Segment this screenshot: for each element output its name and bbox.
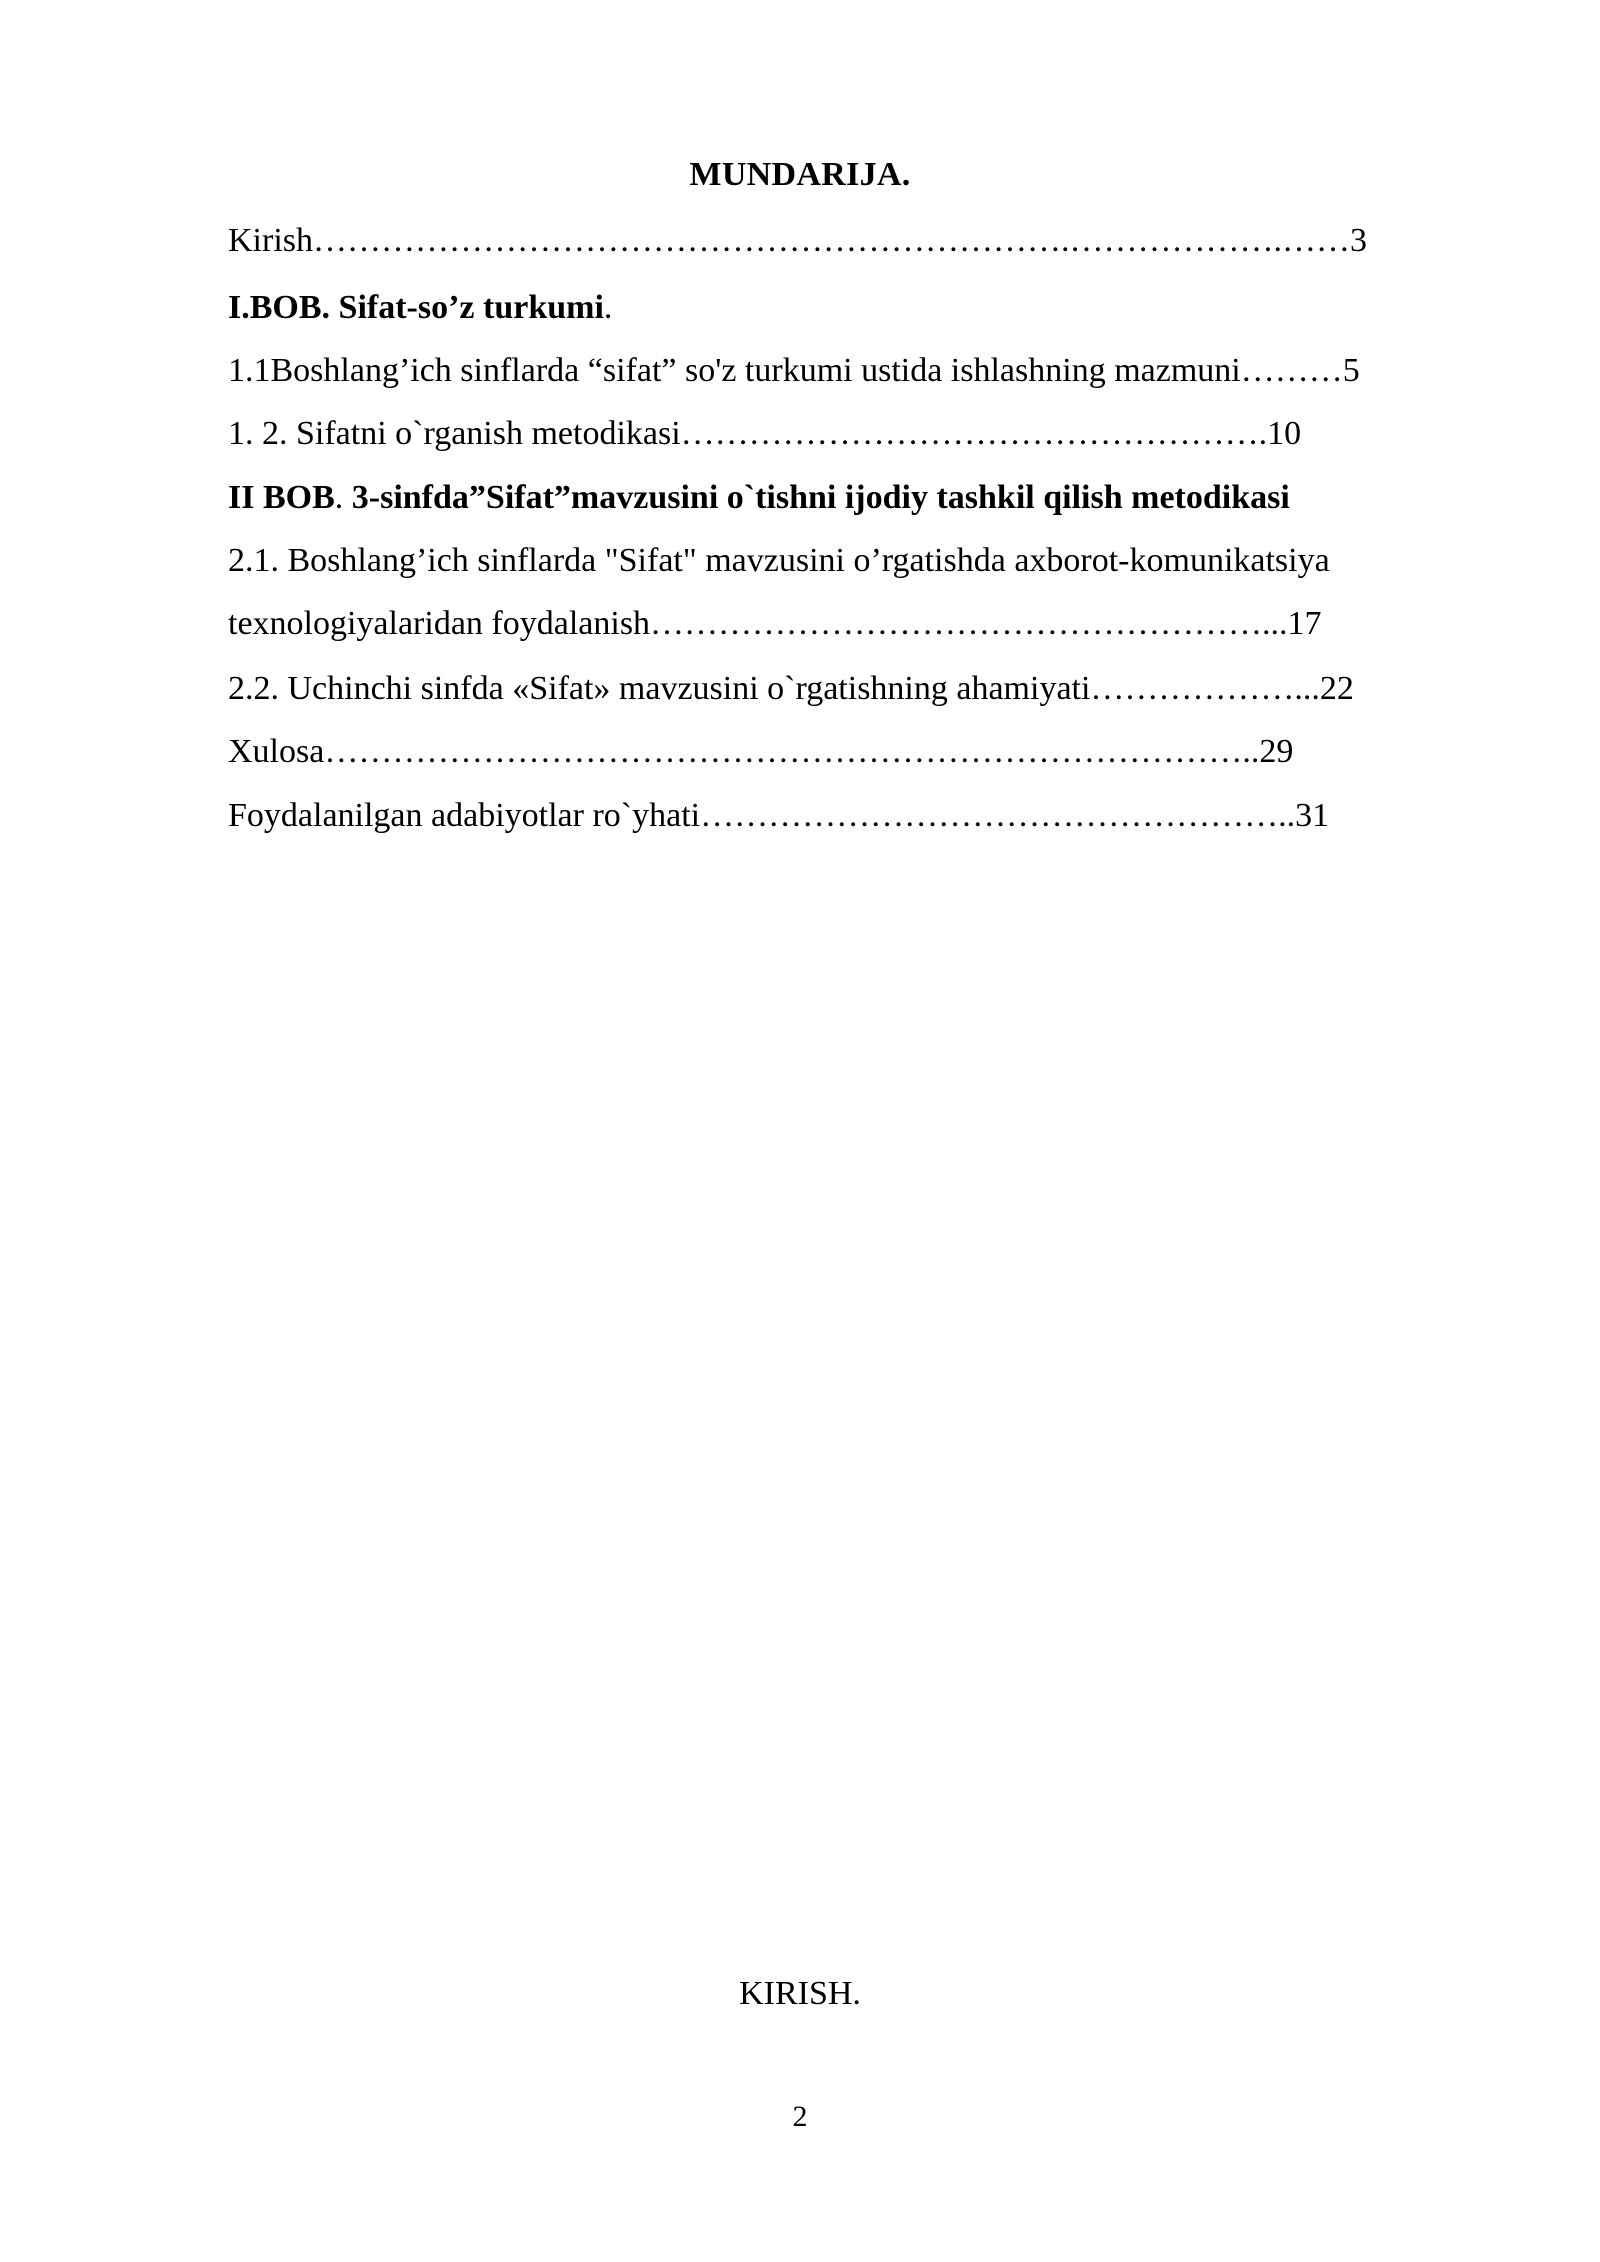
toc-entry-chapter-2 <box>228 478 1290 518</box>
page-number: 2 <box>792 2100 808 2133</box>
chapter-1-heading: I.BOB. Sifat-so’z turkumi <box>228 289 604 326</box>
toc-entry-references: Foydalanilgan adabiyotlar ro`yhati……………………………………………..31 <box>228 797 1330 834</box>
toc-entry-chapter-1 <box>228 288 612 328</box>
toc-entry-kirish: Kirish………………………………………………………….……………….……3 <box>228 222 1367 259</box>
toc-entry-2-1-line-2: texnologiyalaridan foydalanish………………………………………………...17 <box>228 605 1322 642</box>
toc-entry-2-2: 2.2. Uchinchi sinfda «Sifat» mavzusini o`rgatishning ahamiyati………………...22 <box>228 670 1354 707</box>
chapter-2-heading: 3-sinfda”Sifat”mavzusini o`tishni ijodiy tashkil qilish metodikasi <box>351 479 1290 516</box>
toc-entry-xulosa: Xulosa………………………………………………………………………..29 <box>228 733 1294 770</box>
chapter-1-period: . <box>603 289 613 326</box>
chapter-2-separator: . <box>334 479 352 516</box>
chapter-2-prefix: II BOB <box>228 479 335 516</box>
toc-title: MUNDARIJA. <box>689 156 911 193</box>
next-section-heading: KIRISH. <box>739 1975 861 2012</box>
toc-entry-1-2: 1. 2. Sifatni o`rganish metodikasi…………………………………………….10 <box>228 415 1302 452</box>
toc-entry-1-1: 1.1Boshlang’ich sinflarda “sifat” so'z turkumi ustida ishlashning mazmuni………5 <box>228 352 1360 389</box>
toc-entry-2-1-line-1: 2.1. Boshlang’ich sinflarda "Sifat" mavzusini o’rgatishda axborot-komunikatsiya <box>228 542 1330 579</box>
